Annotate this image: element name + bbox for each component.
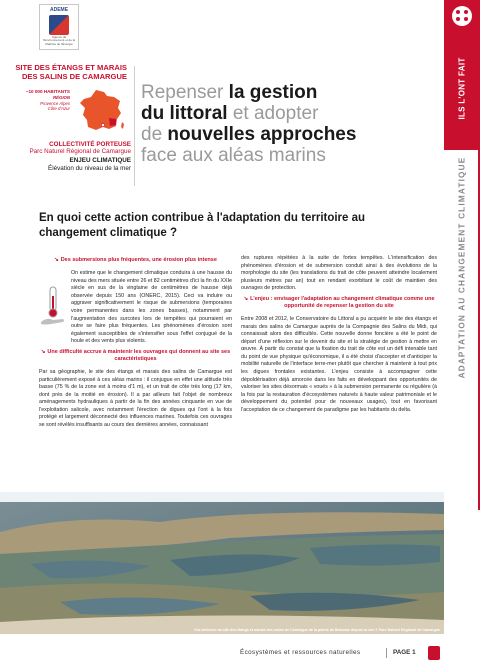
collectivite-label: COLLECTIVITÉ PORTEUSE	[49, 141, 131, 148]
region-label: RÉGION	[53, 94, 70, 100]
subheading-submersions: ↘ Des submersions plus fréquentes, une érosion plus intense	[54, 257, 217, 263]
title-part: Repenser	[141, 82, 229, 103]
side-band	[444, 0, 480, 671]
header-divider	[134, 66, 135, 186]
title-part: de	[141, 124, 168, 146]
title-part: face aux aléas marins	[141, 145, 326, 167]
population-block	[14, 89, 70, 112]
paragraph: Entre 2008 et 2012, le Conservatoire du Littoral a pu acquérir le site des étangs et marais des salins de Camargue auprès de la Compagnie des Salins du Midi, qui connaissait alors des difficultés. Cette nouvelle donne foncière a été le point de départ d'une réflexion sur le devenir du site et la stratégie de gestion à mettre en œuvre. À partir du constat que la fixation du trait de côte est un défi intenable tant du point de vue physique qu'économique, il a été choisi d'accepter et d'anticiper la mobilité naturelle de l'interface terre-mer plutôt que chercher à maintenir à tout prix les digues frontales existantes. L'enjeu consiste à accompagner cette dépoldérisation déjà amorcée dans les faits en développant des opportunités de valoriser les sites désormais « voués » à la submersion permanente ou régulière (à la fois par la restauration d'écosystèmes naturels à haute valeur patrimoniale et le développement du potentiel pour de nouveaux usages), tout en favorisant l'acceptation de ce changement de paradigme par les habitants du delta.	[241, 316, 437, 413]
site-title: SITE DES ÉTANGS ET MARAIS DES SALINS DE CAMARGUE	[15, 63, 127, 81]
page-number: PAGE 1	[393, 649, 416, 656]
page-footer	[0, 638, 480, 671]
side-tab-label: ILS L'ONT FAIT	[457, 56, 467, 120]
photo-caption: Vue aérienne du site des étangs et marais des salins de Camargue de la pointe de Beauduc depuis la mer © Parc Naturel Régional de Camargue	[194, 628, 440, 632]
right-column	[241, 255, 437, 417]
arrow-icon: ↘	[40, 348, 46, 355]
people-group-icon	[452, 6, 472, 26]
subheading-enjeu: ↘ L'enjeu : envisager l'adaptation au changement climatique comme une opportunité de repenser la gestion du site	[243, 295, 435, 309]
page-title	[141, 82, 431, 166]
collectivite-value: Parc Naturel Régional de Camargue	[29, 148, 131, 156]
ademe-logo	[39, 4, 79, 50]
logo-word: ADEME	[49, 7, 69, 13]
thermometer-hand-icon	[39, 286, 67, 326]
paragraph: des ruptures répétées à la suite de fortes tempêtes. L'intensification des phénomènes d'érosion et de submersion conduit ainsi à des évolutions de la morphologie du site (les translations du trait de côte peuvent atteindre localement plusieurs mètres par an) tout en rendant exorbitant le coût de maintien des ouvrages de protection.	[241, 255, 437, 292]
paragraph: On estime que le changement climatique conduira à une hausse du niveau des mers située entre 26 et 82 centimètres d'ici la fin du XXIe siècle en sus de la vingtaine de centimètres de hausse déjà observée depuis 150 ans (ONERC, 2015). Ceci va induire ou aggraver significativement le risque de submersions (temporaires voire permanentes dans les zones basses), notamment par l'augmentation des surcotes lors de tempêtes qui pourraient en outre se faire plus fréquentes. Les phénomènes d'érosion sont également susceptibles de s'intensifier sous l'effet conjugué de la houle et des vents plus violents.	[71, 270, 232, 345]
logo-subtitle: Agence de l'Environnement et de la Maîtrise de l'Énergie	[42, 35, 76, 46]
arrow-icon: ↘	[243, 295, 249, 302]
population-value: ~10 000 HABITANTS	[25, 89, 70, 94]
subheading-ouvrages: ↘ Une difficulté accrue à maintenir les ouvrages qui donnent au site ses caractéristiques	[40, 348, 231, 362]
project-meta	[14, 141, 131, 172]
title-part: nouvelles approches	[167, 124, 357, 146]
region-value-2: Côte d'Azur	[47, 106, 70, 112]
side-tab	[444, 0, 480, 150]
title-part: et adopter	[232, 103, 319, 125]
footer-topic: Écosystèmes et ressources naturelles	[240, 649, 361, 656]
enjeu-value: Élévation du niveau de la mer	[48, 164, 131, 172]
region-value-1: Provence Alpes	[40, 100, 70, 106]
aerial-photo	[0, 492, 444, 634]
side-band-label: ADAPTATION AU CHANGEMENT CLIMATIQUE	[457, 156, 467, 379]
title-part: la gestion	[228, 82, 318, 103]
logo-mark-icon	[49, 15, 69, 35]
enjeu-label: ENJEU CLIMATIQUE	[69, 157, 131, 165]
paragraph: Par sa géographie, le site des étangs et marais des salins de Camargue est particulièrement exposé à ces aléas marins : il conjugue en effet une altitude très basse (75 % de la zone est à moins d'1 m), et un trait de côte très long (17 km, dont près de la moitié en érosion). Il a par ailleurs fait l'objet de nombreux aménagements hydrauliques à partir de la fin des années cinquante en vue de l'exploitation salicole, avec notamment l'érection de digues qui l'ont à la fois protégé et largement déconnecté des influences marines. Toutefois ces ouvrages se sont révélés insuffisants au cours des dernières années, connaissant	[39, 369, 232, 428]
footer-logo-icon	[428, 646, 440, 660]
section-question: En quoi cette action contribue à l'adaptation du territoire au changement climatique ?	[39, 212, 366, 239]
france-map-icon	[76, 88, 126, 132]
left-column	[39, 255, 232, 433]
title-part: du littoral	[141, 103, 233, 125]
footer-separator	[386, 648, 387, 658]
arrow-icon: ↘	[54, 257, 59, 263]
